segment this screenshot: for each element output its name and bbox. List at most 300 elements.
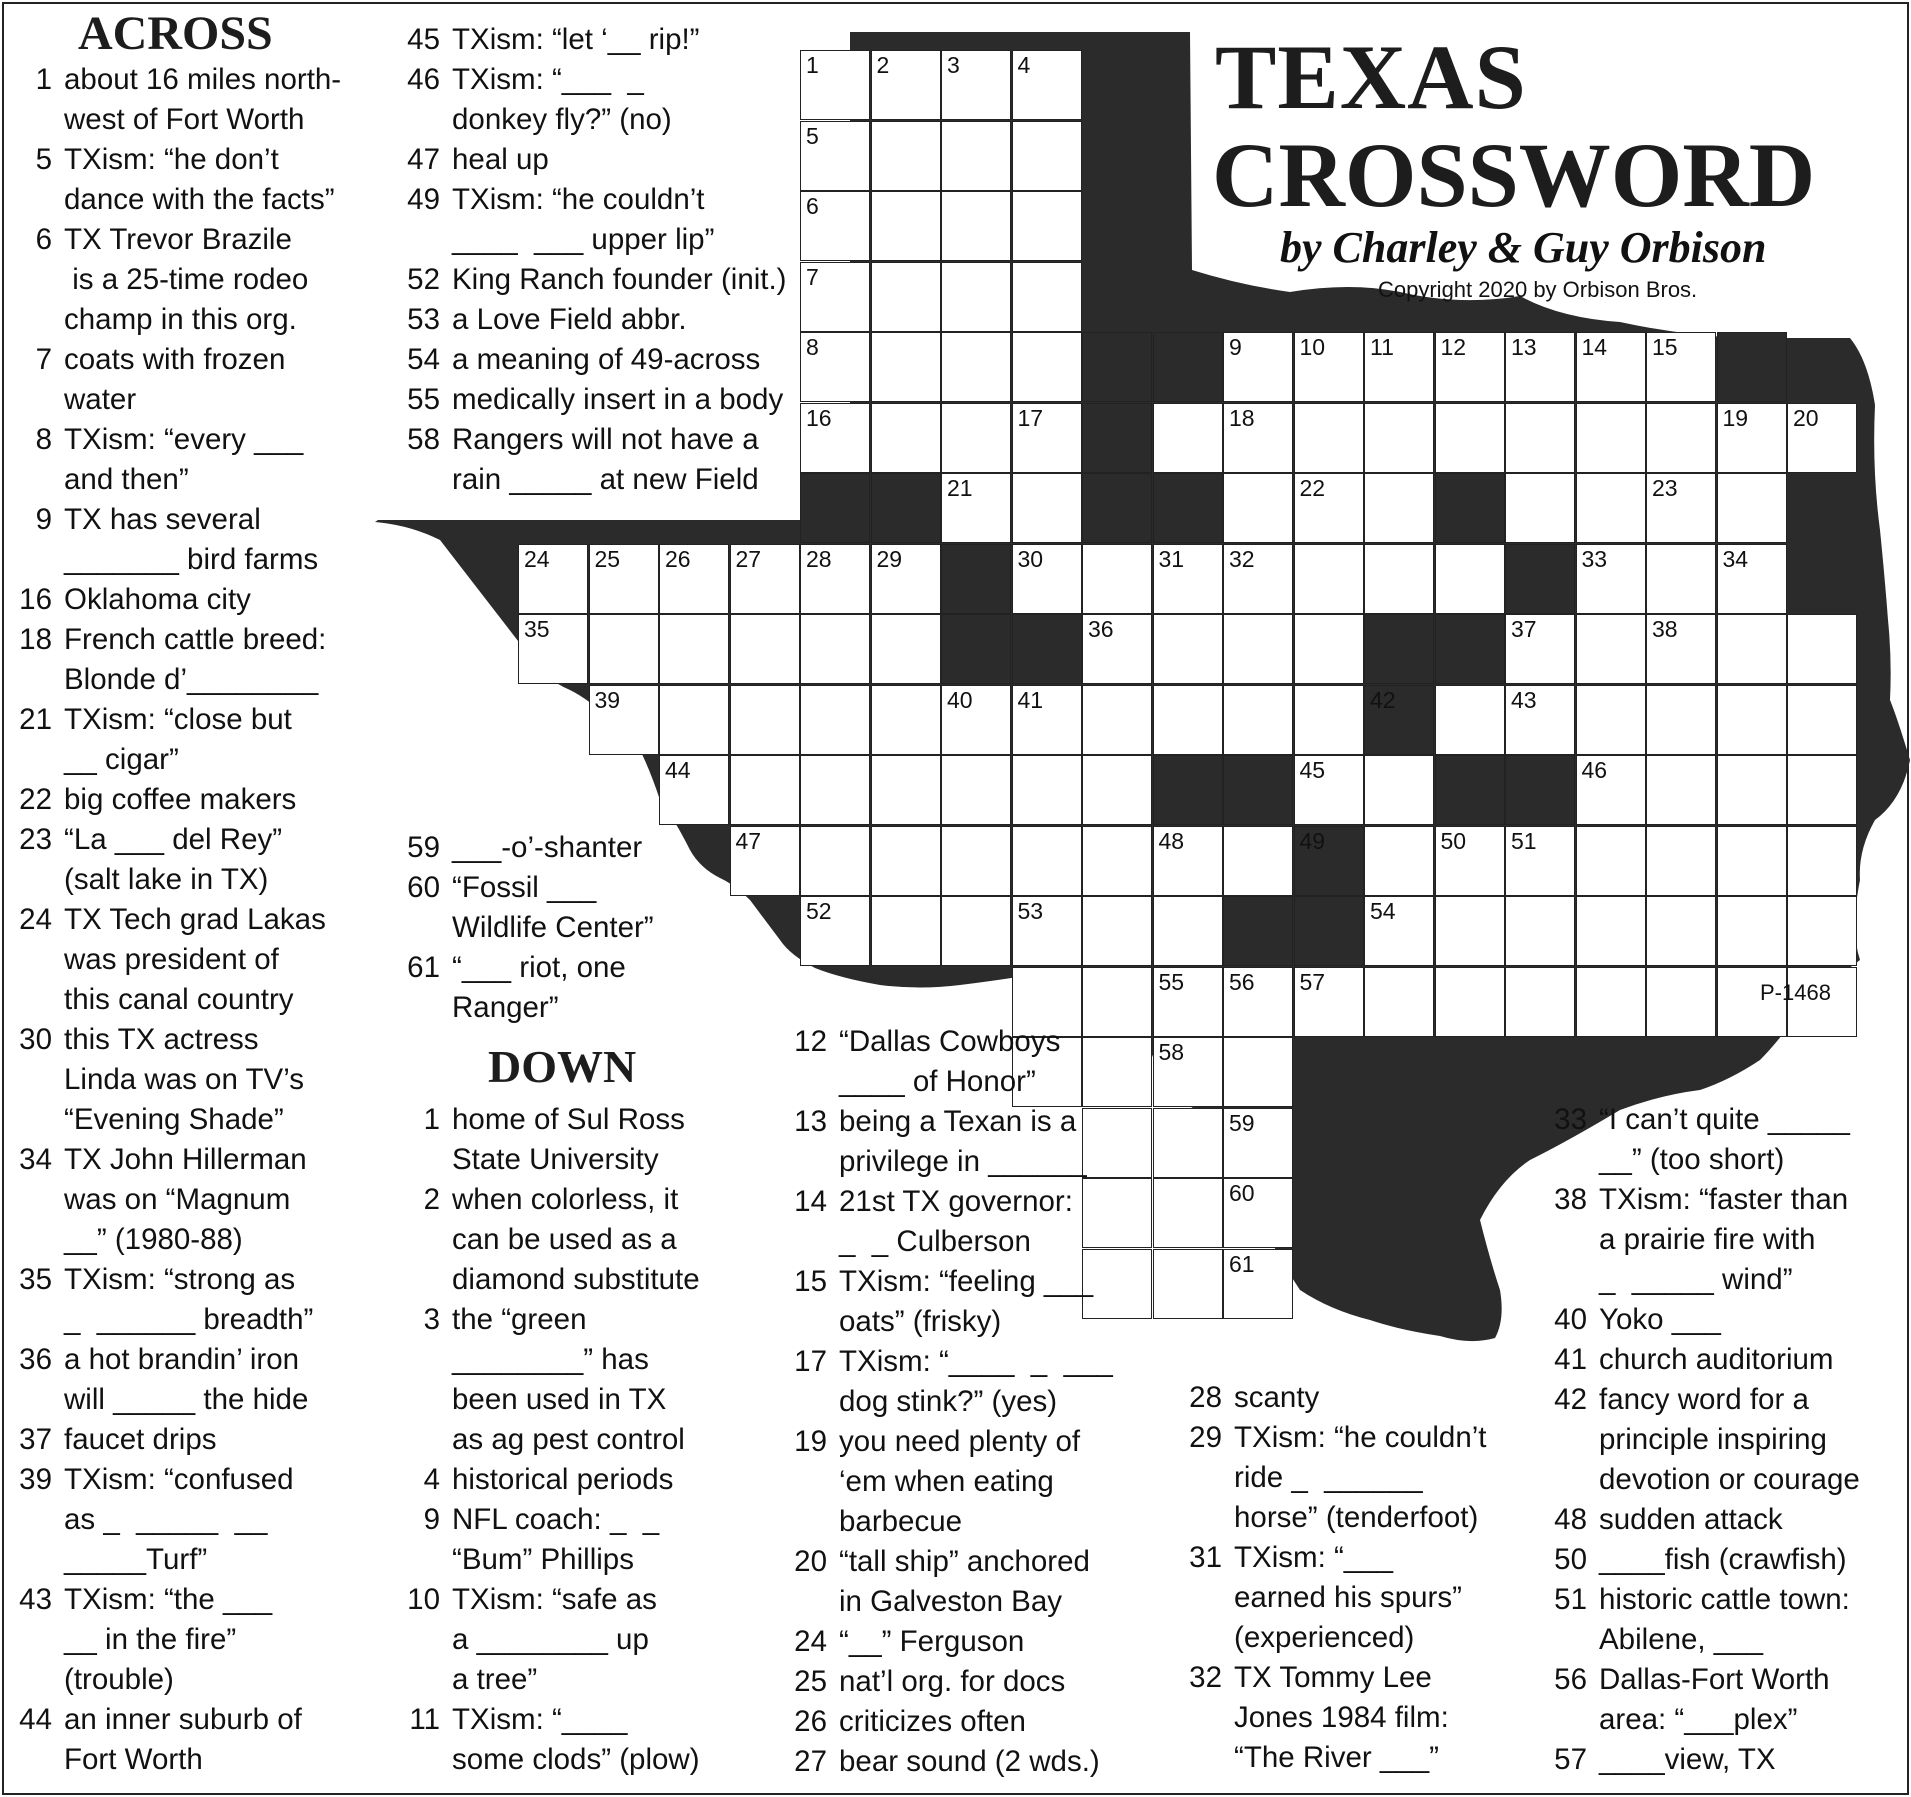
clue-number: 44 — [19, 1703, 52, 1736]
clue-text: Linda was on TV’s — [64, 1063, 304, 1096]
clue-number: 43 — [19, 1583, 52, 1616]
clue-text: “I can’t quite _____ — [1599, 1103, 1850, 1136]
grid-cell[interactable] — [800, 403, 870, 473]
grid-cell[interactable] — [1012, 755, 1082, 825]
cell-number: 61 — [1229, 1250, 1255, 1277]
clue-number: 24 — [19, 903, 52, 936]
grid-cell[interactable] — [1012, 685, 1082, 755]
clue-text: TXism: “confused — [64, 1463, 294, 1496]
clue-text: TX Trevor Brazile — [64, 223, 292, 256]
grid-cell[interactable] — [1435, 896, 1505, 966]
grid-cell[interactable] — [518, 614, 588, 684]
byline: by Charley & Guy Orbison — [1280, 223, 1767, 272]
grid-cell[interactable] — [1646, 896, 1716, 966]
grid-cell[interactable] — [659, 544, 729, 614]
grid-cell[interactable] — [1646, 967, 1716, 1037]
grid-cell[interactable] — [1223, 403, 1293, 473]
clue-text: _ ______ breadth” — [64, 1303, 314, 1336]
clue-text: TXism: “___ — [1234, 1541, 1394, 1574]
grid-cell[interactable] — [800, 544, 870, 614]
grid-cell[interactable] — [1223, 544, 1293, 614]
clue-number: 4 — [423, 1463, 440, 1496]
cell-number: 54 — [1370, 898, 1396, 924]
clue-text: diamond substitute — [452, 1263, 700, 1296]
grid-cell[interactable] — [941, 685, 1011, 755]
clue-number: 25 — [794, 1665, 827, 1698]
clue-text: “Bum” Phillips — [452, 1543, 634, 1576]
grid-block — [1505, 544, 1575, 614]
grid-cell[interactable] — [1012, 896, 1082, 966]
clue-text: an inner suburb of — [64, 1703, 302, 1736]
grid-cell[interactable] — [941, 50, 1011, 120]
grid-cell[interactable] — [871, 544, 941, 614]
grid-block — [1082, 332, 1152, 402]
grid-cell[interactable] — [1223, 826, 1293, 896]
clue-number: 33 — [1554, 1103, 1587, 1136]
grid-cell[interactable] — [1153, 896, 1223, 966]
cell-number: 12 — [1440, 334, 1467, 360]
grid-cell[interactable] — [1012, 332, 1082, 402]
grid-cell[interactable] — [1364, 332, 1434, 402]
grid-cell[interactable] — [1223, 967, 1293, 1037]
cell-number: 25 — [594, 545, 621, 572]
grid-cell[interactable] — [1576, 896, 1646, 966]
clue-number: 7 — [35, 343, 52, 376]
cell-number: 28 — [806, 545, 832, 572]
title-line1: TEXAS — [1215, 26, 1527, 128]
grid-cell[interactable] — [659, 755, 729, 825]
grid-block — [1435, 755, 1505, 825]
grid-cell[interactable] — [1364, 967, 1434, 1037]
puzzle-id: P-1468 — [1760, 980, 1831, 1005]
grid-cell[interactable] — [1717, 544, 1787, 614]
grid-cell[interactable] — [800, 191, 870, 261]
grid-cell[interactable] — [1717, 614, 1787, 684]
grid-cell[interactable] — [1576, 967, 1646, 1037]
grid-cell[interactable] — [1364, 826, 1434, 896]
cell-number: 39 — [594, 686, 621, 713]
grid-cell[interactable] — [1082, 826, 1152, 896]
clue-text: 21st TX governor: — [839, 1185, 1073, 1218]
grid-cell[interactable] — [1787, 685, 1857, 755]
grid-cell[interactable] — [1787, 896, 1857, 966]
clue-number: 36 — [19, 1343, 52, 1376]
clue-number: 30 — [19, 1023, 52, 1056]
grid-cell[interactable] — [1012, 50, 1082, 120]
grid-cell[interactable] — [1012, 121, 1082, 191]
title-line2: CROSSWORD — [1212, 124, 1816, 226]
grid-cell[interactable] — [1012, 262, 1082, 332]
clue-number: 52 — [407, 263, 440, 296]
grid-cell[interactable] — [589, 614, 659, 684]
grid-cell[interactable] — [1012, 544, 1082, 614]
clue-number: 1 — [423, 1103, 440, 1136]
clue-text: __ in the fire” — [64, 1623, 237, 1656]
clue-number: 48 — [1554, 1503, 1587, 1536]
grid-cell[interactable] — [871, 755, 941, 825]
clue-text: TXism: “he don’t — [64, 143, 279, 176]
grid-cell[interactable] — [1153, 1249, 1223, 1319]
grid-cell[interactable] — [730, 544, 800, 614]
grid-cell[interactable] — [800, 826, 870, 896]
clue-text: “Fossil ___ — [452, 871, 597, 904]
grid-cell[interactable] — [518, 544, 588, 614]
grid-block — [1153, 755, 1223, 825]
grid-cell[interactable] — [1012, 473, 1082, 543]
clue-text: will _____ the hide — [64, 1383, 309, 1416]
grid-cell[interactable] — [1787, 614, 1857, 684]
grid-cell[interactable] — [1646, 826, 1716, 896]
grid-cell[interactable] — [1153, 544, 1223, 614]
cell-number: 24 — [524, 545, 550, 572]
clue-text: TXism: “faster than — [1599, 1183, 1849, 1216]
clue-number: 39 — [19, 1463, 52, 1496]
clue-number: 40 — [1554, 1303, 1587, 1336]
grid-cell[interactable] — [1153, 1178, 1223, 1248]
grid-cell[interactable] — [1646, 403, 1716, 473]
grid-cell[interactable] — [1435, 332, 1505, 402]
grid-cell[interactable] — [1505, 403, 1575, 473]
grid-cell[interactable] — [1646, 685, 1716, 755]
grid-cell[interactable] — [1576, 473, 1646, 543]
grid-block — [1223, 896, 1293, 966]
clue-text: __” (too short) — [1599, 1143, 1785, 1176]
grid-cell[interactable] — [1294, 473, 1364, 543]
cell-number: 57 — [1299, 968, 1326, 995]
grid-cell[interactable] — [941, 191, 1011, 261]
grid-cell[interactable] — [871, 191, 941, 261]
grid-cell[interactable] — [1717, 826, 1787, 896]
grid-cell[interactable] — [1364, 544, 1434, 614]
grid-cell[interactable] — [1082, 896, 1152, 966]
grid-cell[interactable] — [1223, 332, 1293, 402]
grid-cell[interactable] — [1153, 685, 1223, 755]
grid-cell[interactable] — [1505, 896, 1575, 966]
grid-cell[interactable] — [1223, 1249, 1293, 1319]
grid-cell[interactable] — [1223, 614, 1293, 684]
grid-cell[interactable] — [1294, 967, 1364, 1037]
cell-number: 34 — [1722, 545, 1749, 572]
grid-cell[interactable] — [1576, 403, 1646, 473]
grid-cell[interactable] — [800, 755, 870, 825]
grid-cell[interactable] — [1082, 967, 1152, 1037]
grid-cell[interactable] — [941, 473, 1011, 543]
grid-cell[interactable] — [941, 896, 1011, 966]
grid-cell[interactable] — [1223, 1037, 1293, 1107]
clue-text: about 16 miles north- — [64, 63, 342, 96]
across-heading: ACROSS — [78, 7, 273, 60]
cell-number: 43 — [1511, 686, 1537, 713]
cell-number: 20 — [1793, 404, 1819, 431]
clue-number: 55 — [407, 383, 440, 416]
grid-cell[interactable] — [1364, 755, 1434, 825]
clue-number: 27 — [794, 1745, 827, 1778]
grid-cell[interactable] — [1435, 685, 1505, 755]
grid-cell[interactable] — [1294, 685, 1364, 755]
grid-cell[interactable] — [1082, 544, 1152, 614]
clue-text: some clods” (plow) — [452, 1743, 700, 1776]
grid-cell[interactable] — [800, 121, 870, 191]
grid-cell[interactable] — [1576, 544, 1646, 614]
grid-cell[interactable] — [1717, 403, 1787, 473]
cell-number: 41 — [1017, 686, 1044, 713]
grid-cell[interactable] — [1646, 473, 1716, 543]
clue-text: when colorless, it — [452, 1183, 679, 1216]
cell-number: 46 — [1581, 757, 1608, 783]
grid-cell[interactable] — [1223, 1108, 1293, 1178]
grid-cell[interactable] — [1294, 755, 1364, 825]
grid-block — [1294, 826, 1364, 896]
grid-cell[interactable] — [1153, 614, 1223, 684]
grid-cell[interactable] — [871, 896, 941, 966]
grid-cell[interactable] — [1082, 1178, 1152, 1248]
clue-text: Yoko ___ — [1599, 1303, 1721, 1336]
grid-cell[interactable] — [800, 332, 870, 402]
grid-cell[interactable] — [1294, 332, 1364, 402]
clue-text: ____fish (crawfish) — [1599, 1543, 1847, 1576]
grid-cell[interactable] — [1717, 755, 1787, 825]
clue-text: bear sound (2 wds.) — [839, 1745, 1100, 1778]
grid-cell[interactable] — [659, 685, 729, 755]
grid-cell[interactable] — [1153, 1037, 1223, 1107]
grid-cell[interactable] — [1153, 1108, 1223, 1178]
cell-number: 4 — [1017, 52, 1031, 78]
grid-cell[interactable] — [1435, 544, 1505, 614]
clue-number: 37 — [19, 1423, 52, 1456]
grid-cell[interactable] — [1364, 403, 1434, 473]
clue-number: 54 — [407, 343, 440, 376]
grid-cell[interactable] — [730, 826, 800, 896]
clue-number: 29 — [1189, 1421, 1222, 1454]
grid-cell[interactable] — [941, 121, 1011, 191]
clue-text: __ cigar” — [64, 743, 179, 776]
grid-cell[interactable] — [1153, 967, 1223, 1037]
grid-cell[interactable] — [659, 614, 729, 684]
grid-cell[interactable] — [1505, 614, 1575, 684]
cell-number: 51 — [1511, 827, 1537, 854]
grid-cell[interactable] — [1576, 826, 1646, 896]
clue-text: was president of — [64, 943, 279, 976]
clue-text: coats with frozen — [64, 343, 286, 376]
clue-text: Abilene, ___ — [1599, 1623, 1764, 1656]
clue-text: King Ranch founder (init.) — [452, 263, 787, 296]
grid-cell[interactable] — [730, 685, 800, 755]
clue-text: fancy word for a — [1599, 1383, 1809, 1416]
grid-cell[interactable] — [1646, 614, 1716, 684]
clue-number: 56 — [1554, 1663, 1587, 1696]
grid-block — [1082, 473, 1152, 543]
clue-text: heal up — [452, 143, 549, 176]
cell-number: 6 — [806, 193, 819, 219]
grid-cell[interactable] — [1223, 685, 1293, 755]
clue-text: NFL coach: _ _ — [452, 1503, 660, 1536]
grid-cell[interactable] — [1082, 614, 1152, 684]
cell-number: 37 — [1511, 616, 1537, 642]
clue-number: 8 — [35, 423, 52, 456]
clue-text: ‘em when eating — [839, 1465, 1054, 1498]
clue-text: a meaning of 49-across — [452, 343, 761, 376]
grid-cell[interactable] — [730, 755, 800, 825]
clue-number: 16 — [19, 583, 52, 616]
grid-cell[interactable] — [800, 50, 870, 120]
clue-text: can be used as a — [452, 1223, 677, 1256]
clue-text: a ________ up — [452, 1623, 649, 1656]
clue-text: dance with the facts” — [64, 183, 335, 216]
clue-number: 15 — [794, 1265, 827, 1298]
cell-number: 47 — [735, 827, 762, 854]
cell-number: 40 — [947, 686, 973, 713]
grid-cell[interactable] — [800, 685, 870, 755]
grid-cell[interactable] — [1082, 1037, 1152, 1107]
clue-text: TX John Hillerman — [64, 1143, 307, 1176]
clue-text: this TX actress — [64, 1023, 259, 1056]
clue-text: as ag pest control — [452, 1423, 685, 1456]
grid-cell[interactable] — [1646, 544, 1716, 614]
grid-cell[interactable] — [871, 614, 941, 684]
clue-number: 46 — [407, 63, 440, 96]
clue-text: big coffee makers — [64, 783, 297, 816]
cell-number: 55 — [1158, 968, 1185, 995]
clue-text: _______ bird farms — [64, 543, 319, 576]
grid-cell[interactable] — [1576, 755, 1646, 825]
grid-cell[interactable] — [871, 685, 941, 755]
clue-text: TX Tech grad Lakas — [64, 903, 326, 936]
grid-cell[interactable] — [1717, 473, 1787, 543]
grid-cell[interactable] — [1787, 403, 1857, 473]
grid-cell[interactable] — [730, 614, 800, 684]
grid-cell[interactable] — [1364, 896, 1434, 966]
grid-cell[interactable] — [800, 262, 870, 332]
clue-number: 1 — [35, 63, 52, 96]
grid-cell[interactable] — [1223, 1178, 1293, 1248]
clue-text: devotion or courage — [1599, 1463, 1860, 1496]
cell-number: 7 — [806, 263, 819, 290]
grid-cell[interactable] — [1505, 473, 1575, 543]
grid-cell[interactable] — [1646, 332, 1716, 402]
grid-cell[interactable] — [871, 403, 941, 473]
grid-cell[interactable] — [1294, 544, 1364, 614]
cell-number: 29 — [876, 545, 903, 572]
grid-cell[interactable] — [941, 826, 1011, 896]
clue-text: “__” Ferguson — [839, 1625, 1025, 1658]
clue-number: 59 — [407, 831, 440, 864]
grid-cell[interactable] — [1717, 896, 1787, 966]
grid-cell[interactable] — [1294, 614, 1364, 684]
grid-cell[interactable] — [1153, 826, 1223, 896]
grid-cell[interactable] — [1435, 403, 1505, 473]
cell-number: 22 — [1299, 475, 1326, 501]
grid-cell[interactable] — [871, 262, 941, 332]
clue-text: ________” has — [452, 1343, 649, 1376]
clue-text: “The River ___” — [1234, 1741, 1439, 1774]
grid-cell[interactable] — [1717, 685, 1787, 755]
grid-cell[interactable] — [1153, 403, 1223, 473]
grid-cell[interactable] — [941, 403, 1011, 473]
grid-cell[interactable] — [1787, 826, 1857, 896]
grid-cell[interactable] — [1505, 826, 1575, 896]
grid-cell[interactable] — [1505, 967, 1575, 1037]
clue-number: 20 — [794, 1545, 827, 1578]
clue-text: ____ of Honor” — [839, 1065, 1036, 1098]
clue-number: 28 — [1189, 1381, 1222, 1414]
clue-text: champ in this org. — [64, 303, 297, 336]
clue-number: 3 — [423, 1303, 440, 1336]
clue-text: “Evening Shade” — [64, 1103, 284, 1136]
grid-cell[interactable] — [589, 544, 659, 614]
grid-cell[interactable] — [1294, 403, 1364, 473]
grid-cell[interactable] — [1012, 403, 1082, 473]
clue-text: west of Fort Worth — [64, 103, 305, 136]
clue-text: sudden attack — [1599, 1503, 1783, 1536]
grid-cell[interactable] — [1505, 332, 1575, 402]
grid-cell[interactable] — [871, 332, 941, 402]
grid-cell[interactable] — [1576, 332, 1646, 402]
grid-cell[interactable] — [800, 614, 870, 684]
grid-cell[interactable] — [941, 332, 1011, 402]
grid-cell[interactable] — [1012, 191, 1082, 261]
grid-cell[interactable] — [941, 262, 1011, 332]
grid-block — [1082, 403, 1152, 473]
cell-number: 30 — [1017, 545, 1044, 572]
grid-cell[interactable] — [1223, 473, 1293, 543]
cell-number: 18 — [1229, 404, 1255, 431]
clue-text: horse” (tenderfoot) — [1234, 1501, 1479, 1534]
cell-number: 58 — [1158, 1039, 1185, 1065]
clue-text: a prairie fire with — [1599, 1223, 1816, 1256]
clue-number: 11 — [409, 1703, 440, 1736]
clue-number: 60 — [407, 871, 440, 904]
clue-text: was on “Magnum — [64, 1183, 291, 1216]
clue-number: 13 — [794, 1105, 827, 1138]
clue-text: been used in TX — [452, 1383, 667, 1416]
clue-text: “___ riot, one — [452, 951, 626, 984]
grid-cell[interactable] — [941, 755, 1011, 825]
cell-number: 11 — [1370, 334, 1394, 360]
clue-text: TX Tommy Lee — [1234, 1661, 1432, 1694]
grid-cell[interactable] — [800, 896, 870, 966]
grid-cell[interactable] — [871, 121, 941, 191]
clue-text: TXism: “he couldn’t — [452, 183, 705, 216]
grid-cell[interactable] — [1435, 967, 1505, 1037]
grid-cell[interactable] — [589, 685, 659, 755]
grid-cell[interactable] — [871, 50, 941, 120]
grid-cell[interactable] — [1082, 685, 1152, 755]
grid-cell[interactable] — [1082, 755, 1152, 825]
clue-text: medically insert in a body — [452, 383, 784, 416]
grid-cell[interactable] — [1364, 473, 1434, 543]
grid-cell[interactable] — [1576, 614, 1646, 684]
grid-cell[interactable] — [1576, 685, 1646, 755]
grid-cell[interactable] — [871, 826, 941, 896]
clue-text: criticizes often — [839, 1705, 1026, 1738]
grid-cell[interactable] — [1012, 826, 1082, 896]
cell-number: 13 — [1511, 334, 1537, 360]
grid-cell[interactable] — [1082, 1108, 1152, 1178]
grid-cell[interactable] — [1646, 755, 1716, 825]
clue-text: Fort Worth — [64, 1743, 203, 1776]
clue-text: TX has several — [64, 503, 261, 536]
cell-number: 27 — [735, 545, 762, 572]
grid-cell[interactable] — [1505, 685, 1575, 755]
clue-text: the “green — [452, 1303, 587, 1336]
grid-cell[interactable] — [1435, 826, 1505, 896]
clue-number: 26 — [794, 1705, 827, 1738]
clue-number: 35 — [19, 1263, 52, 1296]
clue-text: TXism: “____ — [452, 1703, 628, 1736]
clue-text: _ _ Culberson — [839, 1225, 1031, 1258]
grid-cell[interactable] — [1787, 755, 1857, 825]
cell-number: 45 — [1299, 757, 1326, 783]
